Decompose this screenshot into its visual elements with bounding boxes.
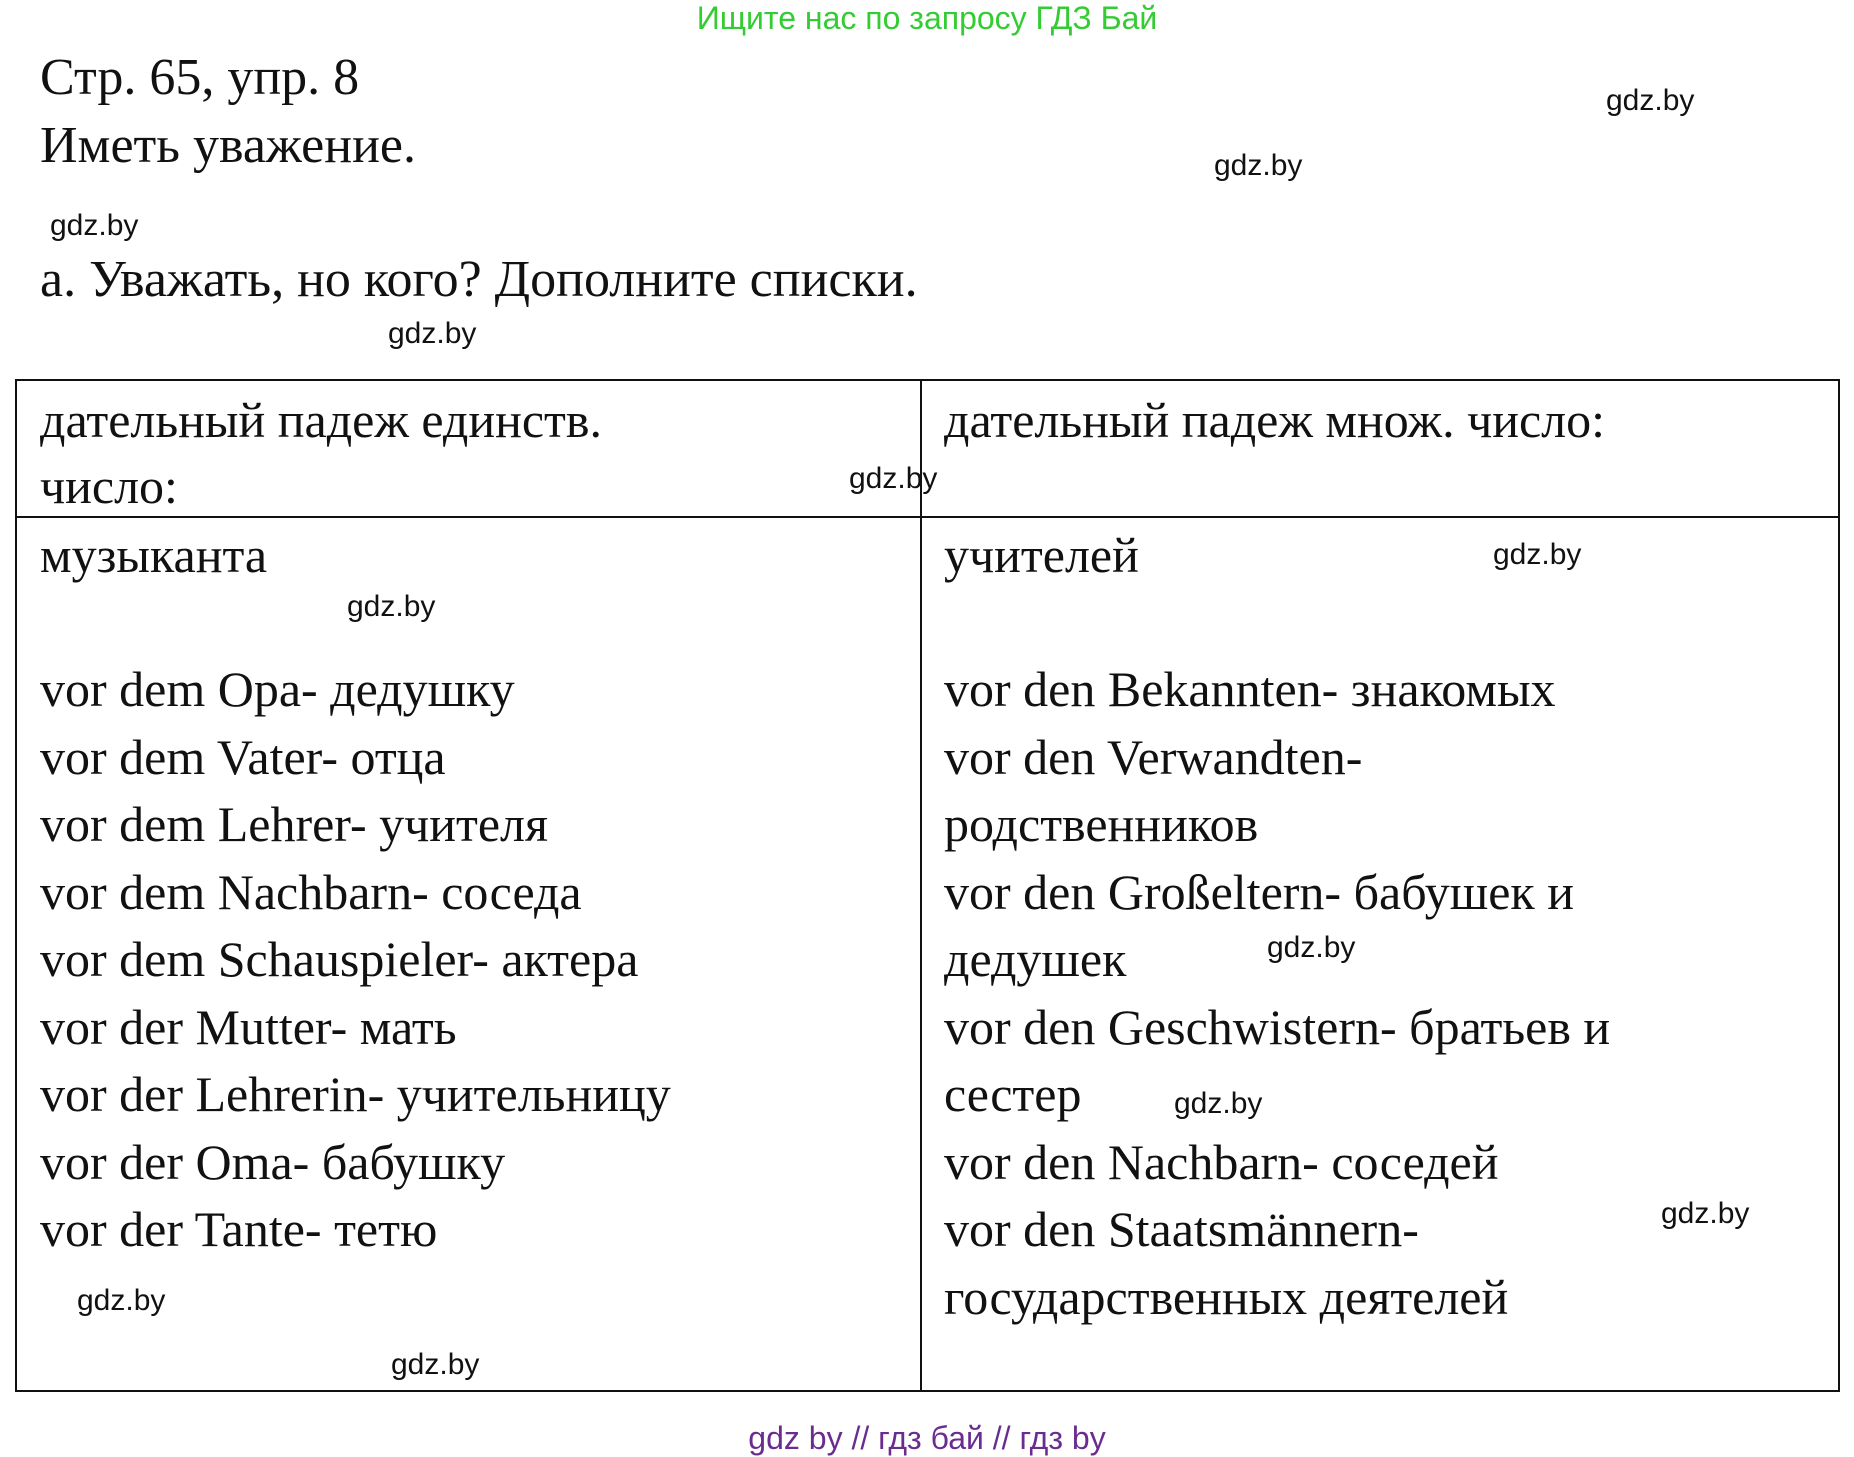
watermark: gdz.by	[1606, 84, 1695, 117]
watermark: gdz.by	[391, 1348, 480, 1381]
list-item: дедушек	[944, 931, 1127, 987]
header-left-line2: число:	[40, 458, 178, 514]
page-title: Стр. 65, упр. 8	[40, 49, 360, 106]
list-item: vor den Verwandten-	[944, 728, 1363, 785]
list-item: сестер	[944, 1066, 1082, 1122]
list-item: vor dem Lehrer- учителя	[40, 796, 549, 852]
watermark: gdz.by	[347, 590, 436, 623]
list-item: vor dem Schauspieler- актера	[40, 931, 639, 987]
watermark: gdz.by	[50, 209, 139, 242]
list-item: vor den Nachbarn- соседей	[944, 1133, 1499, 1190]
header-divider	[17, 516, 1838, 518]
list-item: vor dem Nachbarn- соседа	[40, 863, 582, 920]
example-left: музыканта	[40, 527, 268, 583]
list-item: vor den Großeltern- бабушек и	[944, 863, 1574, 920]
example-right: учителей	[944, 527, 1139, 583]
left-list	[40, 656, 671, 1264]
top-banner: Ищите нас по запросу ГДЗ Бай	[696, 0, 1158, 36]
list-item: vor der Lehrerin- учительницу	[40, 1066, 671, 1122]
list-item: родственников	[944, 796, 1259, 852]
list-item: vor der Tante- тетю	[40, 1201, 438, 1257]
watermark: gdz.by	[1174, 1087, 1263, 1120]
list-item: vor den Staatsmännern-	[944, 1201, 1419, 1257]
watermark: gdz.by	[1493, 538, 1582, 571]
watermark: gdz.by	[1267, 931, 1356, 964]
list-item: vor den Geschwistern- братьев и	[944, 998, 1611, 1055]
cases-table	[15, 379, 1840, 1392]
page-subtitle: Иметь уважение.	[40, 117, 416, 174]
watermark: gdz.by	[1214, 149, 1303, 182]
task-text: а. Уважать, но кого? Дополните списки.	[40, 251, 918, 308]
list-item: vor der Mutter- мать	[40, 998, 457, 1055]
list-item: vor den Bekannten- знакомых	[944, 661, 1556, 717]
column-divider	[920, 381, 922, 1390]
footer-links: gdz by // гдз бай // гдз by	[748, 1420, 1106, 1456]
watermark: gdz.by	[849, 462, 938, 495]
right-list	[944, 656, 1610, 1331]
watermark: gdz.by	[1661, 1197, 1750, 1230]
list-item: государственных деятелей	[944, 1268, 1509, 1325]
list-item: vor der Oma- бабушку	[40, 1133, 506, 1190]
watermark: gdz.by	[388, 317, 477, 350]
header-right: дательный падеж множ. число:	[944, 392, 1606, 448]
watermark: gdz.by	[77, 1284, 166, 1317]
header-left-line1: дательный падеж единств.	[40, 392, 603, 448]
list-item: vor dem Opa- дедушку	[40, 661, 515, 717]
list-item: vor dem Vater- отца	[40, 728, 446, 785]
